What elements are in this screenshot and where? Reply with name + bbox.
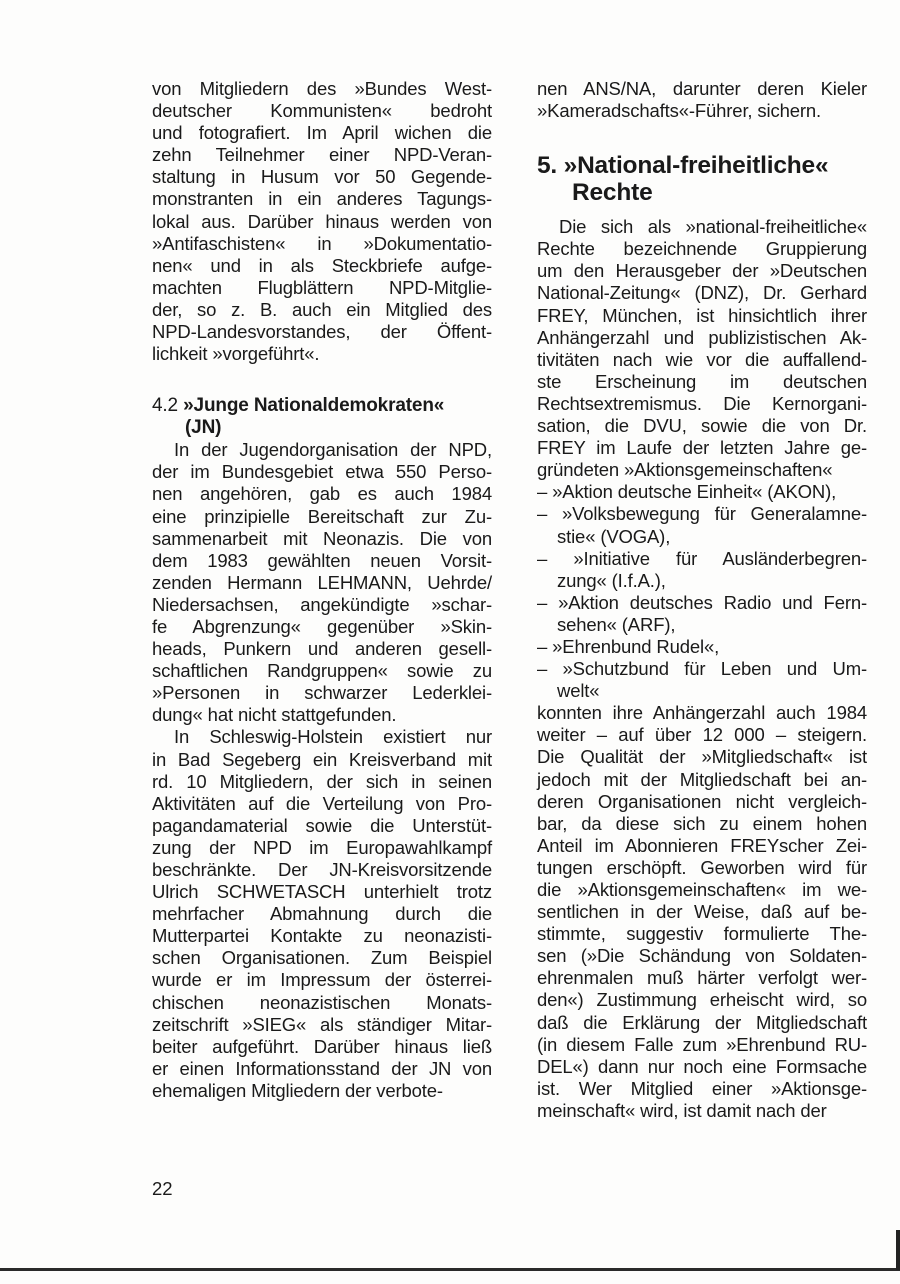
text-line: daß die Erklärung der Mitgliedschaft [537,1011,867,1033]
text-line: Rechtsextremismus. Die Kernorgani- [537,392,867,414]
text-line: beiter aufgeführt. Darüber hinaus ließ [152,1035,492,1057]
paragraph-right-1 [537,78,867,122]
text-line: sammenarbeit mit Neonazis. Die von [152,527,492,549]
list-item [537,592,867,636]
chapter-heading-5 [537,152,867,206]
text-line: nen« und in als Steckbriefe aufge- [152,254,492,276]
list-item-line: – »Aktion deutsche Einheit« (AKON), [537,481,837,503]
text-line: um den Herausgeber der »Deutschen [537,260,867,282]
text-line: ste Erscheinung im deutschen [537,370,867,392]
list-item-line: welt« [557,680,600,702]
paragraph-left-3 [152,726,492,1102]
text-line: sen (»Die Schändung von Soldaten- [537,945,867,967]
text-line: den«) Zustimmung erheischt wird, so [537,989,867,1011]
text-line: weiter – auf über 12 000 – steigern. [537,724,867,746]
text-line: sation, die DVU, sowie die von Dr. [537,415,867,437]
text-line: stimmte, suggestiv formulierte The- [537,923,867,945]
text-line: tungen erschöpft. Geworben wird für [537,856,867,878]
section-number: 4.2 [152,395,178,417]
text-line: »Personen in schwarzer Lederklei- [152,682,492,704]
text-line: deren Organisationen nicht vergleich- [537,790,867,812]
text-line: schen Organisationen. Zum Beispiel [152,947,492,969]
paragraph-left-2 [152,439,492,726]
text-line: Rechte bezeichnende Gruppierung [537,238,867,260]
text-line: Anteil im Abonnieren FREYscher Zei- [537,834,867,856]
text-line: zung der NPD im Europawahlkampf [152,836,492,858]
text-line: lichkeit »vorgeführt«. [152,343,320,365]
text-line: deutscher Kommunisten« bedroht [152,100,492,122]
text-line: FREY, München, ist hinsichtlich ihrer [537,304,867,326]
list-item [537,503,867,547]
text-line: Anhängerzahl und publizistischen Ak- [537,326,867,348]
text-line: Die sich als »national-freiheitliche« [559,216,867,238]
text-line: NPD-Landesvorstandes, der Öffent- [152,321,492,343]
text-line: lokal aus. Darüber hinaus werden von [152,210,492,232]
list-item-line: – »Aktion deutsches Radio und Fern- [537,591,867,613]
text-line: wurde er im Impressum der österrei- [152,969,492,991]
paragraph-left-1 [152,78,492,365]
text-line: der, so z. B. auch ein Mitglied des [152,298,492,320]
paragraph-right-2 [537,216,867,481]
text-line: Aktivitäten auf die Verteilung von Pro- [152,792,492,814]
text-line: zenden Hermann LEHMANN, Uehrde/ [152,571,492,593]
list-item-line: – »Ehrenbund Rudel«, [537,635,720,657]
text-line: Niedersachsen, angekündigte »schar- [152,593,492,615]
text-line: zehn Teilnehmer einer NPD-Veran- [152,144,492,166]
text-line: dem 1983 gewählten neuen Vorsit- [152,549,492,571]
text-line: nen angehören, gab es auch 1984 [152,483,492,505]
text-line: »Antifaschisten« in »Dokumentatio- [152,232,492,254]
text-line: in Bad Segeberg ein Kreisverband mit [152,748,492,770]
list-item [537,636,867,658]
text-line: die »Aktionsgemeinschaften« im we- [537,879,867,900]
organization-list [537,481,867,702]
section-heading-4-2 [152,395,492,439]
text-line: Ulrich SCHWETASCH unterhielt trotz [152,881,492,903]
text-line: bar, da diese sich zu einem hohen [537,812,867,834]
text-line: Mutterpartei Kontakte zu neonazisti- [152,925,492,947]
text-line: meinschaft« wird, ist damit nach der [537,1099,827,1121]
text-line: jedoch mit der Mitgliedschaft bei an- [537,768,867,790]
list-item [537,481,867,503]
bottom-scan-edge [0,1268,900,1271]
text-line: schaftlichen Randgruppen« sowie zu [152,660,492,682]
text-line: beschränkte. Der JN-Kreisvorsitzende [152,859,492,880]
list-item-line: – »Initiative für Ausländerbegren- [537,547,867,569]
text-line: National-Zeitung« (DNZ), Dr. Gerhard [537,282,867,304]
text-line: von Mitgliedern des »Bundes West- [152,78,492,99]
right-column [537,78,867,1122]
text-line: ehrenmalen muß härter verfolgt wer- [537,967,867,989]
text-line: Die Qualität der »Mitgliedschaft« ist [537,746,867,768]
text-line: In Schleswig-Holstein existiert nur [174,726,492,748]
text-line: zeitschrift »SIEG« als ständiger Mitar- [152,1013,492,1035]
text-line: er einen Informationsstand der JN von [152,1057,492,1079]
list-item-line: – »Schutzbund für Leben und Um- [537,658,867,680]
text-line: FREY im Laufe der letzten Jahre ge- [537,437,867,459]
text-line: pagandamaterial sowie die Unterstüt- [152,814,492,836]
text-line: dung« hat nicht stattgefunden. [152,704,397,726]
text-line: (in diesem Falle zum »Ehrenbund RU- [537,1033,867,1055]
text-line: DEL«) dann nur noch eine Formsache [537,1055,867,1077]
list-item-line: – »Volksbewegung für Generalamne- [537,503,867,525]
text-line: »Kameradschafts«-Führer, sichern. [537,100,821,122]
text-line: ehemaligen Mitgliedern der verbote- [152,1079,443,1101]
chapter-title-line-2: Rechte [572,179,653,207]
text-line: chischen neonazistischen Monats- [152,991,492,1013]
text-line: sentlichen in der Weise, daß auf be- [537,901,867,923]
text-line: gründeten »Aktionsgemeinschaften« [537,459,833,481]
text-line: heads, Punkern und anderen gesell- [152,638,492,660]
list-item [537,548,867,592]
text-line: machten Flugblättern NPD-Mitglie- [152,276,492,298]
left-column [152,78,492,1102]
text-line: eine prinzipielle Bereitschaft zur Zu- [152,505,492,527]
list-item-line: stie« (VOGA), [557,525,671,547]
section-title-line-2: (JN) [185,417,222,439]
text-line: fe Abgrenzung« gegenüber »Skin- [152,615,492,637]
text-line: mehrfacher Abmahnung durch die [152,903,492,925]
list-item [537,658,867,702]
text-line: tivitäten nach wie vor die auffallend- [537,348,867,370]
paragraph-right-3 [537,702,867,1122]
text-line: und fotografiert. Im April wichen die [152,122,492,144]
text-line: ist. Wer Mitglied einer »Aktionsge- [537,1077,867,1099]
text-line: In der Jugendorganisation der NPD, [174,439,492,461]
list-item-line: zung« (I.f.A.), [557,569,666,591]
text-line: staltung in Husum vor 50 Gegende- [152,166,492,188]
chapter-title-line-1: 5. »National-freiheitliche« [537,152,829,180]
right-scan-edge [896,1230,900,1270]
section-title-line-1: »Junge Nationaldemokraten« [183,395,445,417]
text-line: rd. 10 Mitgliedern, der sich in seinen [152,770,492,792]
list-item-line: sehen« (ARF), [557,613,676,635]
text-line: monstranten in ein anderes Tagungs- [152,188,492,210]
text-line: konnten ihre Anhängerzahl auch 1984 [537,702,867,724]
text-line: nen ANS/NA, darunter deren Kieler [537,78,867,99]
page-number: 22 [152,1178,173,1199]
text-line: der im Bundesgebiet etwa 550 Perso- [152,461,492,483]
